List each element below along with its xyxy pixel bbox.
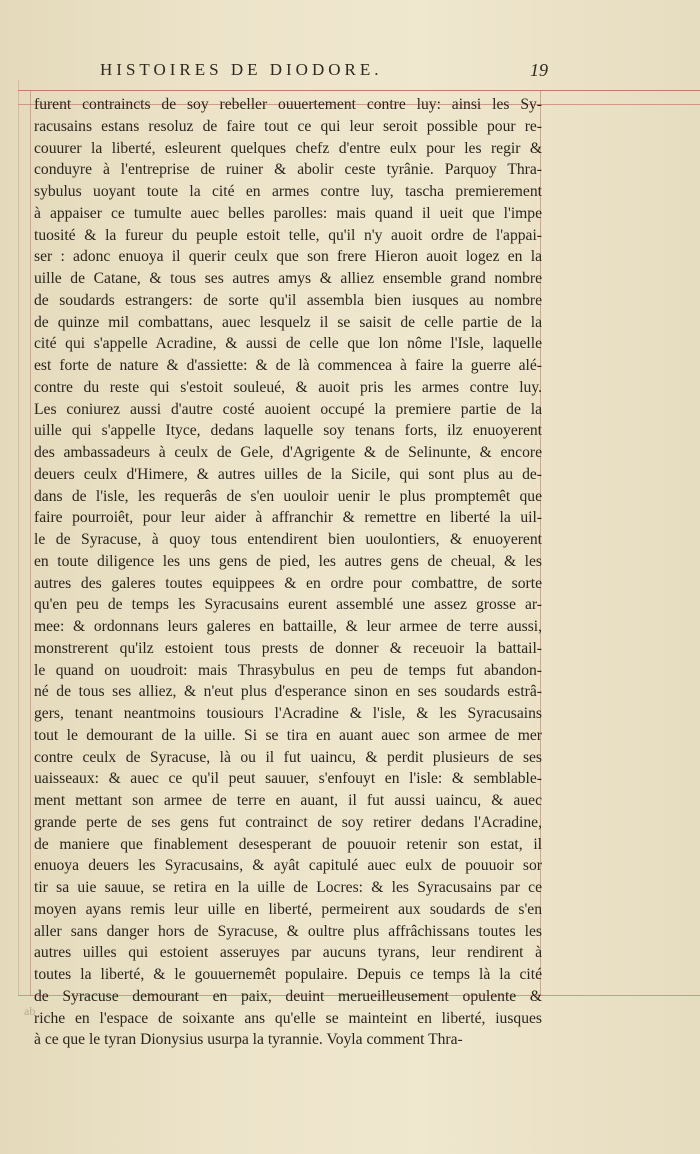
text-line: furent contraincts de soy rebeller ouuertement contre luy: ainsi les Sy- (34, 96, 542, 113)
text-line: faire pourroiêt, pour leur aider à affranchir & remettre en liberté la uil- (34, 509, 542, 527)
text-line: racusains estans resoluz de faire tout ce qui leur seroit possible pour re- (34, 117, 542, 135)
text-line: de maniere que finablement desesperant de pouuoir retenir son estat, il (34, 835, 542, 853)
catchword: ab (24, 1004, 36, 1018)
text-line: uaisseaux: & auec ce qu'il peut sauuer, s'enfouyt en l'isle: & semblable- (34, 770, 542, 788)
text-line: deuers ceulx d'Himere, & autres uilles de la Sicile, qui sont plus au de- (34, 465, 542, 483)
text-line: tir sa uie sauue, se retira en la uille de Locres: & les Syracusains par ce (34, 879, 542, 896)
text-line: conduyre à l'entreprise de ruiner & abolir ceste tyrânie. Parquoy Thra- (34, 161, 542, 179)
text-line: est forte de nature & d'assiette: & de là commencea à faire la guerre alé- (34, 357, 542, 374)
text-line: né de tous ses alliez, & n'eut plus d'esperance sinon en ses soudards estrâ- (34, 683, 542, 701)
text-line: à appaiser ce tumulte auec belles parolles: mais quand il ueit que l'impe (34, 204, 542, 222)
margin-rule-outer (18, 80, 19, 996)
text-line: ment mettant son armee de terre en auant, il fut aussi uaincu, & auec (34, 792, 542, 809)
text-line: de quinze mil combattans, auec lesquelz il se saisit de celle partie de la (34, 313, 542, 331)
text-line: de Syracuse demourant en paix, deuint merueilleusement opulente & (34, 987, 542, 1005)
page-number: 19 (530, 60, 548, 80)
running-title: HISTOIRES DE DIODORE. (100, 60, 383, 79)
text-line: le de Syracuse, à quoy tous entendirent bien uoulontiers, & enuoyerent (34, 531, 542, 548)
text-line: toutes la liberté, & le gouuernemêt populaire. Depuis ce temps là la cité (34, 966, 542, 983)
text-line: riche en l'espace de soixante ans qu'elle se mainteint en liberté, iusques (34, 1009, 542, 1027)
text-line: tout le demourant de la uille. Si se tira en auant auec son armee de mer (34, 726, 542, 744)
text-line: en toute diligence les uns gens de pied, les autres gens de cheual, & les (34, 552, 542, 570)
text-line: à ce que le tyran Dionysius usurpa la tyrannie. Voyla comment Thra- (34, 1031, 463, 1049)
text-line: uille de Catane, & tous ses autres amys & alliez ensemble grand nombre (34, 270, 542, 287)
text-line: uille qui s'appelle Ityce, dedans laquelle soy tenans forts, ilz enuoyerent (34, 422, 542, 440)
text-line: couurer la liberté, esleurent quelques chefz d'entre eulx pour les regir & (34, 139, 542, 157)
text-line: aller sans danger hors de Syracuse, & oultre plus affrâchissans toutes les (34, 922, 542, 940)
margin-rule-left (30, 90, 31, 996)
text-line: tuosité & la fureur du peuple estoit telle, qu'il n'y auoit ordre de l'appai- (34, 226, 542, 244)
text-line: contre du reste qui s'estoit souleué, & auoit pris les armes contre luy. (34, 378, 542, 396)
text-line: autres uilles qui estoient asseruyes par aucuns tyrans, leur rendirent à (34, 944, 542, 962)
text-line: monstrerent qu'ilz estoient tous prests de donner & receuoir la battail- (34, 639, 542, 657)
text-line: ser : adonc enuoya il querir ceulx que son frere Hieron auoit logez en la (34, 248, 542, 266)
text-line: enuoya deuers les Syracusains, & ayât capitulé auec eulx de pouuoir sor (34, 857, 542, 875)
header-rule (18, 90, 700, 91)
main-text-block (34, 94, 542, 1051)
text-line: autres des galeres toutes equippees & en ordre pour combattre, de sorte (34, 574, 542, 592)
text-line: gers, tenant neantmoins tousiours l'Acradine & l'isle, & les Syracusains (34, 705, 542, 722)
text-line: qu'en peu de temps les Syracusains eurent assemblé une assez grosse ar- (34, 596, 542, 614)
text-line: des ambassadeurs à ceulx de Gele, d'Agrigente & de Selinunte, & encore (34, 444, 542, 461)
text-line: de soudards estrangers: de sorte qu'il assembla bien iusques au nombre (34, 291, 542, 309)
text-line: moyen ayans remis leur uille en liberté, permeirent aux soudards de s'en (34, 900, 542, 918)
text-line: contre ceulx de Syracuse, là ou il fut uaincu, & perdit plusieurs de ses (34, 748, 542, 766)
text-line: Les coniurez aussi d'autre costé auoient occupé la premiere partie de la (34, 400, 542, 418)
text-line: sybulus uoyant toute la cité en armes contre luy, tascha premierement (34, 183, 542, 200)
text-line: cité qui s'appelle Acradine, & aussi de celle que lon nôme l'Isle, laquelle (34, 335, 542, 353)
text-line: mee: & ordonnans leurs galeres en battaille, & leur armee de terre aussi, (34, 618, 542, 635)
text-line: dans de l'isle, les requerâs de s'en uouloir uenir le plus promptemêt que (34, 487, 542, 505)
text-line: grande perte de ses gens fut contrainct de soy retirer dedans l'Acradine, (34, 813, 542, 831)
text-line: le quand on uoudroit: mais Thrasybulus en peu de temps fut abandon- (34, 661, 542, 679)
